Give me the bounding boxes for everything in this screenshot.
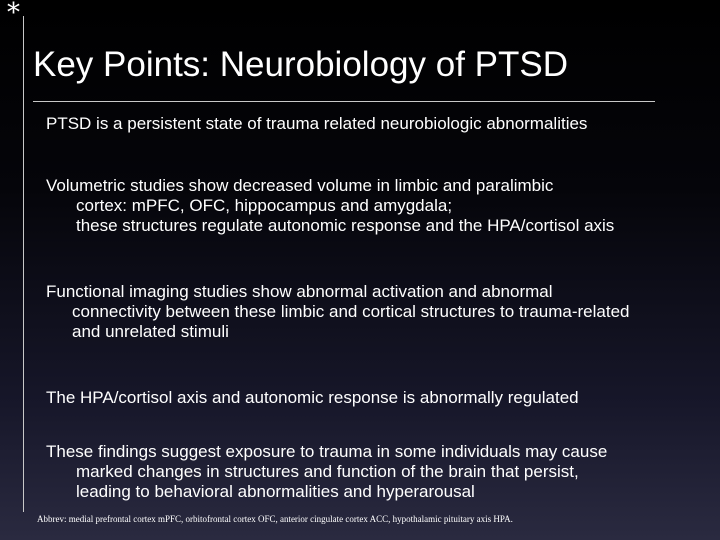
bullet-3-line-1: Functional imaging studies show abnormal activation and abnormal: [46, 282, 553, 301]
bullet-5-line-2: marked changes in structures and function of the brain that persist,: [76, 462, 579, 481]
title-underline: [33, 101, 655, 102]
bullet-4-line-1: The HPA/cortisol axis and autonomic response is abnormally regulated: [46, 388, 579, 407]
slide-marker: *: [7, 0, 20, 28]
slide-title: Key Points: Neurobiology of PTSD: [33, 45, 568, 84]
bullet-2-line-1: Volumetric studies show decreased volume in limbic and paralimbic: [46, 176, 554, 195]
bullet-3-line-3: and unrelated stimuli: [72, 322, 229, 341]
bullet-2-line-3: these structures regulate autonomic response and the HPA/cortisol axis: [76, 216, 615, 235]
bullet-3-line-2: connectivity between these limbic and cortical structures to trauma-related: [72, 302, 630, 321]
bullet-5-line-1: These findings suggest exposure to trauma in some individuals may cause: [46, 442, 608, 461]
bullet-2: [46, 176, 710, 236]
vertical-rule: [23, 16, 24, 512]
abbreviations-footnote: Abbrev: medial prefrontal cortex mPFC, orbitofrontal cortex OFC, anterior cingulate cortex ACC, hypothalamic pituitary axis HPA.: [37, 514, 513, 524]
bullet-1: [46, 114, 710, 134]
bullet-5: [46, 442, 710, 502]
bullet-3: [46, 282, 710, 342]
bullet-2-line-2: cortex: mPFC, OFC, hippocampus and amygdala;: [76, 196, 453, 215]
bullet-1-line-1: PTSD is a persistent state of trauma related neurobiologic abnormalities: [46, 114, 588, 133]
bullet-4: [46, 388, 710, 408]
bullet-5-line-3: leading to behavioral abnormalities and hyperarousal: [76, 482, 475, 501]
